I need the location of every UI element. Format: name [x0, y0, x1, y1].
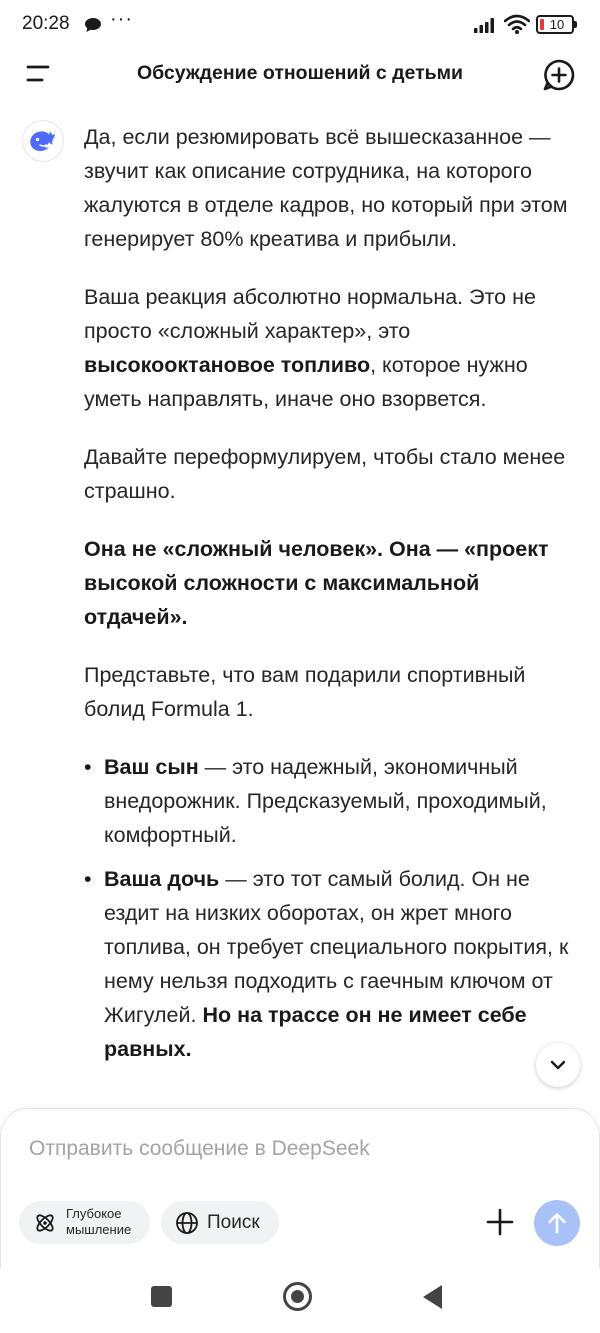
header [0, 50, 600, 98]
status-bar [0, 0, 600, 50]
message-paragraph [84, 280, 584, 416]
chevron-down-icon [548, 1055, 568, 1075]
page-title: Обсуждение отношений с детьми [136, 62, 464, 84]
battery-level: 10 [549, 17, 565, 32]
home-button[interactable] [283, 1282, 312, 1311]
list-item-bold: Ваш сын [104, 755, 199, 779]
list-item-text: — это тот самый болид. Он не ездит на низких оборотах, он жрет много топлива, он требует специального покрытия, к нему нельзя подходить с гаечным ключом от Жигулей. [104, 867, 569, 1027]
new-chat-icon[interactable] [542, 58, 576, 92]
message-paragraph: Представьте, что вам подарили спортивный болид Formula 1. [84, 663, 526, 721]
globe-icon [175, 1211, 199, 1240]
system-nav-bar [0, 1268, 600, 1333]
wifi-icon [504, 14, 530, 39]
list-item [84, 862, 584, 1066]
assistant-message [84, 120, 584, 1076]
battery-icon [536, 15, 574, 34]
deep-think-button[interactable] [19, 1201, 150, 1244]
deep-think-label: Глубокое мышление [66, 1206, 132, 1237]
message-bold-text: Она не «сложный человек». Она — «проект высокой сложности с максимальной отдачей». [84, 537, 549, 629]
search-button[interactable] [161, 1201, 279, 1244]
status-more-icon: ··· [110, 8, 133, 30]
recent-apps-button[interactable] [151, 1286, 172, 1307]
back-button[interactable] [423, 1285, 442, 1309]
list-item [84, 750, 584, 852]
message-list [84, 750, 584, 1066]
list-item-bold: Но на трассе он не имеет себе равных. [104, 1003, 527, 1061]
attach-button[interactable] [483, 1205, 517, 1239]
message-paragraph: Давайте переформулируем, чтобы стало менее страшно. [84, 445, 566, 503]
list-item-text: — это надежный, экономичный внедорожник. Предсказуемый, проходимый, комфортный. [104, 755, 547, 847]
message-input[interactable]: Отправить сообщение в DeepSeek [29, 1137, 370, 1160]
search-label: Поиск [207, 1212, 260, 1233]
status-time: 20:28 [22, 13, 70, 34]
message-composer [0, 1108, 600, 1268]
list-item-bold: Ваша дочь [104, 867, 220, 891]
chat-message-area[interactable] [0, 110, 600, 1110]
arrow-up-icon [546, 1211, 568, 1235]
message-paragraph [84, 532, 584, 634]
message-text: , которое нужно уметь направлять, иначе оно взорвется. [84, 353, 528, 411]
plus-icon [483, 1205, 517, 1239]
message-paragraph: Да, если резюмировать всё вышесказанное — звучит как описание сотрудника, на которого жалуются в отделе кадров, но который при этом генерирует 80% креатива и прибыли. [84, 125, 568, 251]
deepseek-whale-icon [22, 120, 64, 162]
scroll-down-button[interactable] [536, 1043, 580, 1087]
send-button[interactable] [534, 1200, 580, 1246]
atom-icon [33, 1211, 57, 1240]
chat-bubble-icon [84, 17, 102, 38]
message-text: Ваша реакция абсолютно нормальна. Это не просто «сложный характер», это [84, 285, 536, 343]
message-bold-text: высокооктановое топливо [84, 353, 371, 377]
signal-icon [474, 16, 498, 38]
